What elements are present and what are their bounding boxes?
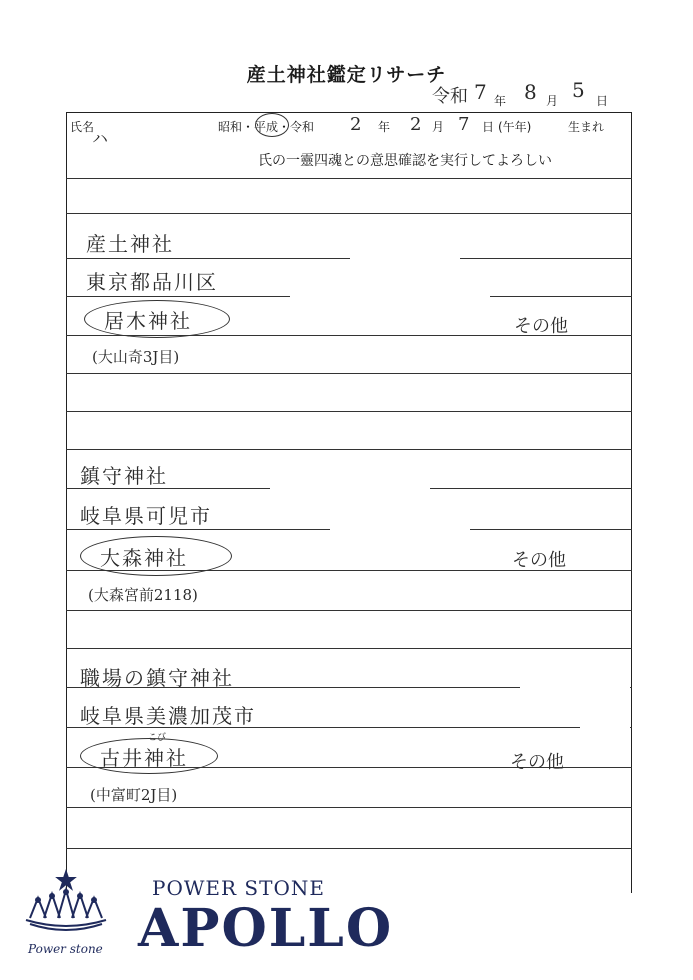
entry-2-address: (大森宮前2118) — [88, 586, 198, 604]
entry-1-shrine-type: 産土神社 — [86, 232, 174, 256]
entry-2-shrine-type: 鎮守神社 — [80, 464, 168, 488]
date-month-unit: 月 — [546, 94, 559, 108]
entry-3-address: (中富町2J目) — [90, 786, 178, 804]
ruled-line — [66, 178, 632, 179]
entry-3-shrine-name: 古井神社 — [100, 746, 188, 770]
birth-month-unit: 月 — [432, 120, 445, 134]
birth-year: 2 — [350, 114, 362, 135]
entry-3-location: 岐阜県美濃加茂市 — [80, 704, 256, 728]
birth-day: 7 — [458, 114, 470, 135]
date-day-unit: 日 — [596, 94, 609, 108]
ruled-line — [66, 848, 632, 849]
entry-2-shrine-name: 大森神社 — [100, 546, 188, 570]
name-label: 氏名 — [70, 120, 95, 134]
entry-3-category: その他 — [510, 752, 564, 773]
entry-1-address: (大山奇3J目) — [92, 348, 180, 366]
name-value: ハ — [92, 129, 109, 148]
ruled-line — [66, 807, 632, 808]
date-year: 7 — [474, 80, 487, 104]
document-title: 産土神社鑑定リサーチ — [246, 64, 447, 86]
date-month: 8 — [524, 80, 537, 104]
entry-3-shrine-type: 職場の鎮守神社 — [80, 666, 234, 690]
entry-2-category: その他 — [512, 550, 566, 571]
redaction — [520, 682, 630, 698]
logo-script: Power stone — [28, 942, 103, 956]
date-year-unit: 年 — [494, 94, 507, 108]
redaction — [350, 250, 460, 266]
logo-main-text: APOLLO — [138, 898, 394, 959]
entry-3-furigana: こび — [148, 733, 167, 743]
entry-2-location: 岐阜県可児市 — [80, 504, 212, 528]
date-day: 5 — [572, 78, 585, 102]
redaction — [270, 482, 430, 498]
birth-day-unit: 日 — [482, 120, 495, 134]
ruled-line — [66, 258, 632, 259]
entry-1-location: 東京都品川区 — [86, 270, 218, 294]
redaction — [580, 716, 630, 732]
ruled-line — [66, 411, 632, 412]
ruled-line — [66, 610, 632, 611]
zodiac: (午年) — [498, 120, 532, 134]
birth-month: 2 — [410, 114, 422, 135]
redaction — [290, 288, 490, 304]
date-era: 令和 — [432, 86, 468, 107]
entry-1-category: その他 — [514, 316, 568, 337]
era-options: 昭和・平成・令和 — [218, 120, 315, 134]
ruled-line — [66, 373, 632, 374]
ruled-line — [66, 648, 632, 649]
born-label: 生まれ — [568, 120, 605, 134]
ruled-line — [66, 449, 632, 450]
logo-top-text: POWER STONE — [152, 876, 325, 900]
era-circle — [255, 113, 289, 137]
birth-year-unit: 年 — [378, 120, 391, 134]
entry-1-shrine-name: 居木神社 — [104, 309, 192, 333]
consent-text: 氏の一靈四魂との意思確認を実行してよろしい — [258, 153, 552, 169]
ruled-line — [66, 213, 632, 214]
redaction — [330, 520, 470, 536]
